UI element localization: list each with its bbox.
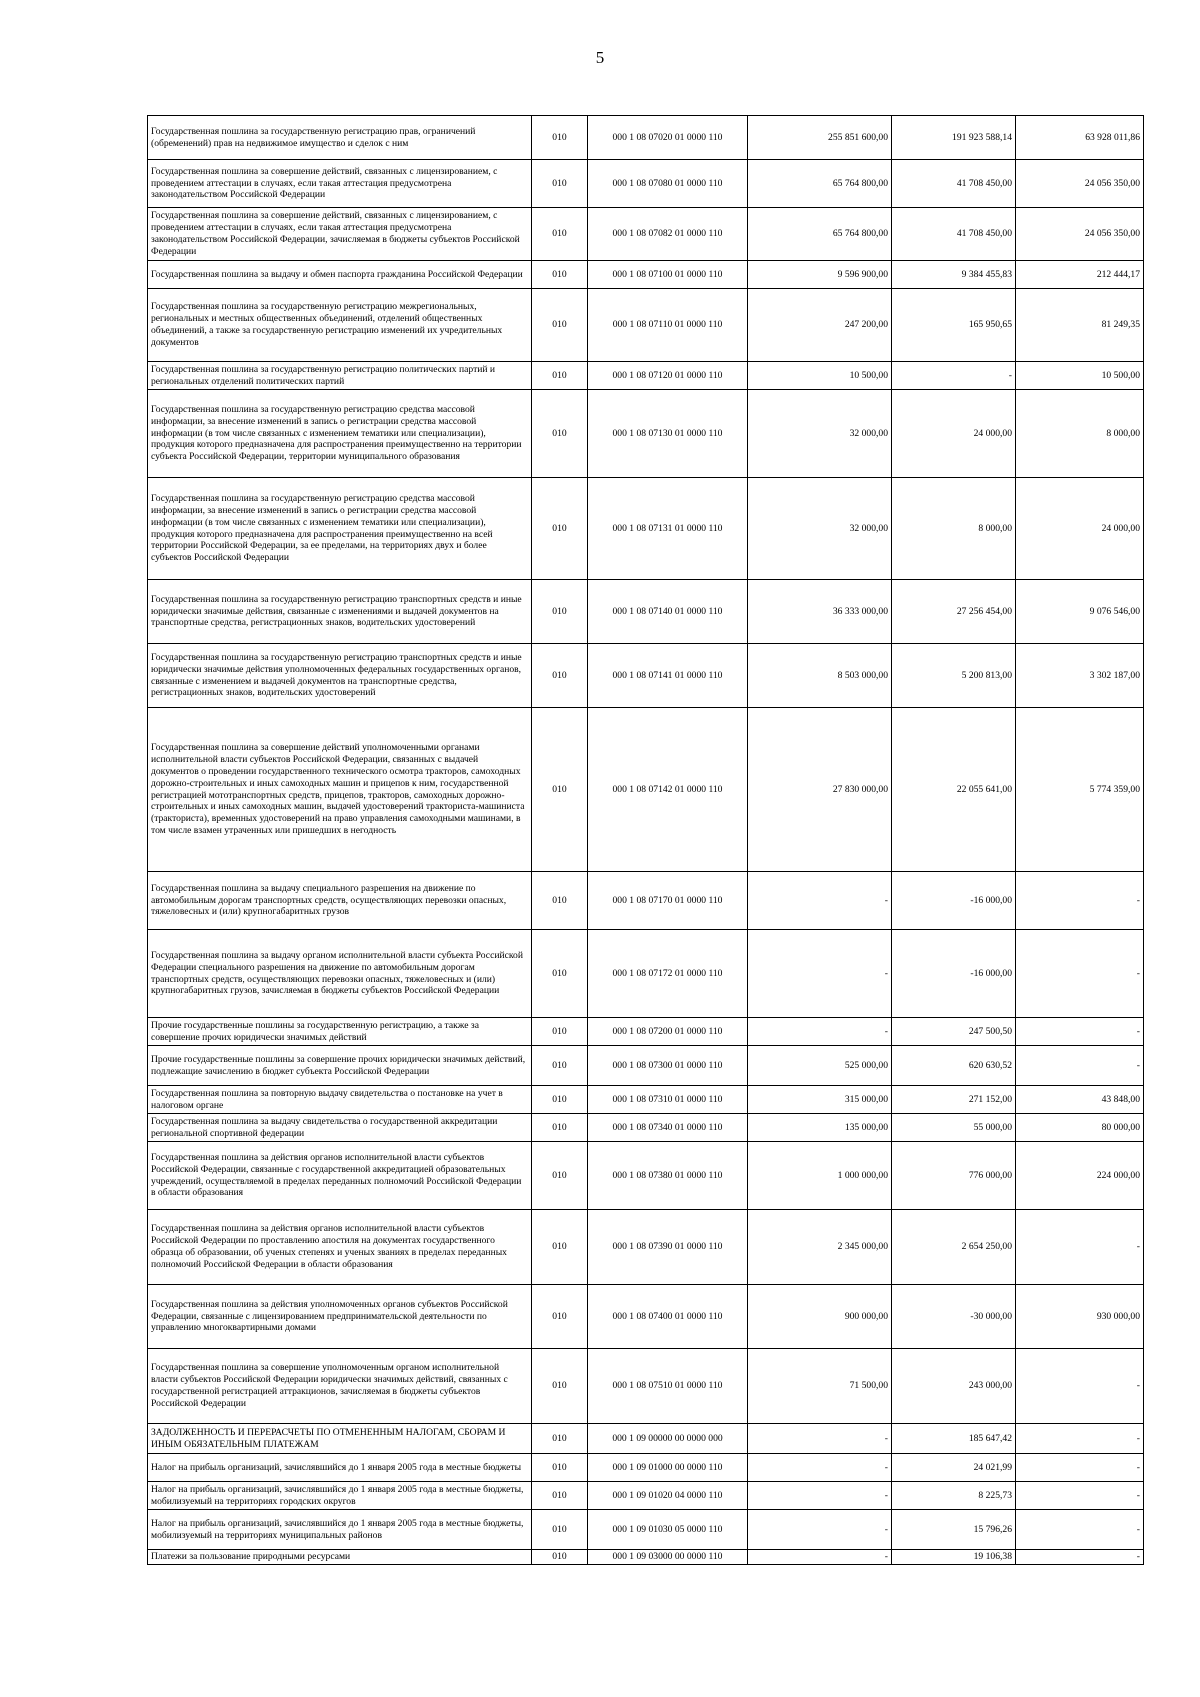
row-budget-code-cell: 000 1 08 07310 01 0000 110 bbox=[588, 1086, 748, 1114]
row-approved-cell: - bbox=[748, 1454, 892, 1482]
table-row bbox=[148, 1510, 1144, 1550]
table-row bbox=[148, 708, 1144, 872]
row-approved-cell: 525 000,00 bbox=[748, 1046, 892, 1086]
row-executed-cell: -30 000,00 bbox=[892, 1285, 1016, 1349]
table-row bbox=[148, 116, 1144, 160]
row-unexecuted-cell: - bbox=[1016, 1510, 1144, 1550]
row-executed-cell: 243 000,00 bbox=[892, 1349, 1016, 1424]
table-row bbox=[148, 930, 1144, 1018]
table-row bbox=[148, 160, 1144, 208]
row-name-cell: Государственная пошлина за выдачу органом исполнительной власти субъекта Российской Федерации специального разрешения на движение по автомобильным дорогам транспортных средств, осуществляющих перевозки опасных, тяжеловесных и (или) крупногабаритных грузов, зачисляемая в бюджеты субъектов Российской Федерации bbox=[148, 930, 532, 1018]
table-row bbox=[148, 1482, 1144, 1510]
row-approved-cell: - bbox=[748, 1510, 892, 1550]
row-unexecuted-cell: - bbox=[1016, 1424, 1144, 1454]
row-budget-code-cell: 000 1 08 07082 01 0000 110 bbox=[588, 208, 748, 261]
row-unexecuted-cell: - bbox=[1016, 1550, 1144, 1565]
row-name-cell: Налог на прибыль организаций, зачислявшийся до 1 января 2005 года в местные бюджеты, мобилизуемый на территориях муниципальных районов bbox=[148, 1510, 532, 1550]
table-row bbox=[148, 1285, 1144, 1349]
row-executed-cell: 185 647,42 bbox=[892, 1424, 1016, 1454]
table-row bbox=[148, 1142, 1144, 1210]
row-name-cell: Государственная пошлина за повторную выдачу свидетельства о постановке на учет в налоговом органе bbox=[148, 1086, 532, 1114]
row-budget-code-cell: 000 1 08 07080 01 0000 110 bbox=[588, 160, 748, 208]
row-name-cell: Прочие государственные пошлины за государственную регистрацию, а также за совершение прочих юридически значимых действий bbox=[148, 1018, 532, 1046]
row-approved-cell: - bbox=[748, 1550, 892, 1565]
row-line-code-cell: 010 bbox=[532, 930, 588, 1018]
row-unexecuted-cell: 9 076 546,00 bbox=[1016, 580, 1144, 644]
row-executed-cell: 22 055 641,00 bbox=[892, 708, 1016, 872]
row-budget-code-cell: 000 1 08 07120 01 0000 110 bbox=[588, 362, 748, 390]
row-line-code-cell: 010 bbox=[532, 1046, 588, 1086]
row-line-code-cell: 010 bbox=[532, 261, 588, 289]
row-executed-cell: 8 225,73 bbox=[892, 1482, 1016, 1510]
row-unexecuted-cell: - bbox=[1016, 1482, 1144, 1510]
row-approved-cell: 1 000 000,00 bbox=[748, 1142, 892, 1210]
row-line-code-cell: 010 bbox=[532, 1018, 588, 1046]
row-unexecuted-cell: 224 000,00 bbox=[1016, 1142, 1144, 1210]
row-executed-cell: 41 708 450,00 bbox=[892, 208, 1016, 261]
row-approved-cell: 36 333 000,00 bbox=[748, 580, 892, 644]
row-unexecuted-cell: 10 500,00 bbox=[1016, 362, 1144, 390]
row-unexecuted-cell: 80 000,00 bbox=[1016, 1114, 1144, 1142]
row-unexecuted-cell: - bbox=[1016, 872, 1144, 930]
row-line-code-cell: 010 bbox=[532, 1454, 588, 1482]
row-budget-code-cell: 000 1 08 07020 01 0000 110 bbox=[588, 116, 748, 160]
table-row bbox=[148, 478, 1144, 580]
row-executed-cell: 191 923 588,14 bbox=[892, 116, 1016, 160]
row-line-code-cell: 010 bbox=[532, 1210, 588, 1285]
table-row bbox=[148, 644, 1144, 708]
row-name-cell: Государственная пошлина за государственную регистрацию средства массовой информации, за внесение изменений в запись о регистрации средства массовой информации (в том числе связанных с изменением тематики или специализации), продукция которого предназначена для распространения преимущественно на территории субъекта Российской Федерации, территории муниципального образования bbox=[148, 390, 532, 478]
row-executed-cell: 55 000,00 bbox=[892, 1114, 1016, 1142]
row-line-code-cell: 010 bbox=[532, 1424, 588, 1454]
row-budget-code-cell: 000 1 08 07300 01 0000 110 bbox=[588, 1046, 748, 1086]
row-line-code-cell: 010 bbox=[532, 1114, 588, 1142]
row-unexecuted-cell: 3 302 187,00 bbox=[1016, 644, 1144, 708]
row-line-code-cell: 010 bbox=[532, 644, 588, 708]
row-executed-cell: 271 152,00 bbox=[892, 1086, 1016, 1114]
row-budget-code-cell: 000 1 08 07400 01 0000 110 bbox=[588, 1285, 748, 1349]
row-line-code-cell: 010 bbox=[532, 1550, 588, 1565]
row-name-cell: ЗАДОЛЖЕННОСТЬ И ПЕРЕРАСЧЕТЫ ПО ОТМЕНЕННЫМ НАЛОГАМ, СБОРАМ И ИНЫМ ОБЯЗАТЕЛЬНЫМ ПЛАТЕЖАМ bbox=[148, 1424, 532, 1454]
row-name-cell: Государственная пошлина за действия уполномоченных органов субъектов Российской Федерации, связанные с лицензированием предпринимательской деятельности по управлению многоквартирными домами bbox=[148, 1285, 532, 1349]
row-approved-cell: 32 000,00 bbox=[748, 390, 892, 478]
row-executed-cell: - bbox=[892, 362, 1016, 390]
row-budget-code-cell: 000 1 09 01030 05 0000 110 bbox=[588, 1510, 748, 1550]
row-executed-cell: 247 500,50 bbox=[892, 1018, 1016, 1046]
row-approved-cell: - bbox=[748, 1424, 892, 1454]
row-name-cell: Налог на прибыль организаций, зачислявшийся до 1 января 2005 года в местные бюджеты, мобилизуемый на территориях городских округов bbox=[148, 1482, 532, 1510]
row-approved-cell: - bbox=[748, 1482, 892, 1510]
row-approved-cell: 10 500,00 bbox=[748, 362, 892, 390]
row-budget-code-cell: 000 1 08 07380 01 0000 110 bbox=[588, 1142, 748, 1210]
row-executed-cell: 776 000,00 bbox=[892, 1142, 1016, 1210]
table-row bbox=[148, 1349, 1144, 1424]
row-name-cell: Государственная пошлина за совершение действий уполномоченными органами исполнительной власти субъектов Российской Федерации, связанных с выдачей документов о проведении государственного технического осмотра тракторов, самоходных дорожно-строительных и иных самоходных машин и прицепов к ним, государственной регистрацией мототранспортных средств, прицепов, тракторов, самоходных дорожно-строительных и иных самоходных машин, выдачей удостоверений тракториста-машиниста (тракториста), временных удостоверений на право управления самоходными машинами, в том числе взамен утраченных или пришедших в негодность bbox=[148, 708, 532, 872]
row-approved-cell: 71 500,00 bbox=[748, 1349, 892, 1424]
row-unexecuted-cell: 81 249,35 bbox=[1016, 289, 1144, 362]
table-row bbox=[148, 362, 1144, 390]
row-budget-code-cell: 000 1 09 01000 00 0000 110 bbox=[588, 1454, 748, 1482]
row-name-cell: Государственная пошлина за государственную регистрацию межрегиональных, региональных и местных общественных объединений, отделений общественных объединений, а также за государственную регистрацию изменений их учредительных документов bbox=[148, 289, 532, 362]
table-row bbox=[148, 580, 1144, 644]
row-name-cell: Государственная пошлина за государственную регистрацию транспортных средств и иные юридически значимые действия, связанные с изменениями и выдачей документов на транспортные средства, регистрационных знаков, водительских удостоверений bbox=[148, 580, 532, 644]
row-approved-cell: 32 000,00 bbox=[748, 478, 892, 580]
row-approved-cell: - bbox=[748, 1018, 892, 1046]
row-unexecuted-cell: - bbox=[1016, 1018, 1144, 1046]
row-approved-cell: 65 764 800,00 bbox=[748, 208, 892, 261]
row-budget-code-cell: 000 1 08 07110 01 0000 110 bbox=[588, 289, 748, 362]
table-row bbox=[148, 1424, 1144, 1454]
row-executed-cell: 5 200 813,00 bbox=[892, 644, 1016, 708]
row-unexecuted-cell: - bbox=[1016, 1210, 1144, 1285]
row-unexecuted-cell: 24 000,00 bbox=[1016, 478, 1144, 580]
table-row bbox=[148, 390, 1144, 478]
row-unexecuted-cell: 212 444,17 bbox=[1016, 261, 1144, 289]
row-executed-cell: -16 000,00 bbox=[892, 872, 1016, 930]
row-line-code-cell: 010 bbox=[532, 362, 588, 390]
row-budget-code-cell: 000 1 09 00000 00 0000 000 bbox=[588, 1424, 748, 1454]
row-line-code-cell: 010 bbox=[532, 708, 588, 872]
row-budget-code-cell: 000 1 09 03000 00 0000 110 bbox=[588, 1550, 748, 1565]
row-name-cell: Налог на прибыль организаций, зачислявшийся до 1 января 2005 года в местные бюджеты bbox=[148, 1454, 532, 1482]
row-line-code-cell: 010 bbox=[532, 1142, 588, 1210]
row-name-cell: Государственная пошлина за государственную регистрацию прав, ограничений (обременений) прав на недвижимое имущество и сделок с ним bbox=[148, 116, 532, 160]
row-approved-cell: 2 345 000,00 bbox=[748, 1210, 892, 1285]
page-number: 5 bbox=[595, 48, 605, 67]
row-budget-code-cell: 000 1 08 07100 01 0000 110 bbox=[588, 261, 748, 289]
budget-execution-table bbox=[147, 115, 1144, 1565]
row-approved-cell: 900 000,00 bbox=[748, 1285, 892, 1349]
row-budget-code-cell: 000 1 08 07141 01 0000 110 bbox=[588, 644, 748, 708]
row-executed-cell: 2 654 250,00 bbox=[892, 1210, 1016, 1285]
row-approved-cell: 8 503 000,00 bbox=[748, 644, 892, 708]
row-approved-cell: 315 000,00 bbox=[748, 1086, 892, 1114]
row-executed-cell: 41 708 450,00 bbox=[892, 160, 1016, 208]
row-name-cell: Прочие государственные пошлины за совершение прочих юридически значимых действий, подлежащие зачислению в бюджет субъекта Российской Федерации bbox=[148, 1046, 532, 1086]
row-name-cell: Государственная пошлина за выдачу свидетельства о государственной аккредитации региональной спортивной федерации bbox=[148, 1114, 532, 1142]
row-approved-cell: 9 596 900,00 bbox=[748, 261, 892, 289]
row-budget-code-cell: 000 1 08 07131 01 0000 110 bbox=[588, 478, 748, 580]
row-budget-code-cell: 000 1 08 07200 01 0000 110 bbox=[588, 1018, 748, 1046]
row-budget-code-cell: 000 1 08 07390 01 0000 110 bbox=[588, 1210, 748, 1285]
row-name-cell: Государственная пошлина за государственную регистрацию транспортных средств и иные юридически значимые действия уполномоченных федеральных государственных органов, связанные с изменением и выдачей документов на транспортные средства, регистрационных знаков, водительских удостоверений bbox=[148, 644, 532, 708]
row-approved-cell: 135 000,00 bbox=[748, 1114, 892, 1142]
table-row bbox=[148, 289, 1144, 362]
row-unexecuted-cell: 930 000,00 bbox=[1016, 1285, 1144, 1349]
table-row bbox=[148, 1454, 1144, 1482]
row-line-code-cell: 010 bbox=[532, 1086, 588, 1114]
row-line-code-cell: 010 bbox=[532, 1285, 588, 1349]
row-unexecuted-cell: - bbox=[1016, 930, 1144, 1018]
row-line-code-cell: 010 bbox=[532, 1510, 588, 1550]
row-line-code-cell: 010 bbox=[532, 872, 588, 930]
row-name-cell: Государственная пошлина за государственную регистрацию средства массовой информации, за внесение изменений в запись о регистрации средства массовой информации (в том числе связанных с изменением тематики или специализации), продукция которого предназначена для распространения преимущественно на всей территории Российской Федерации, за ее пределами, на территориях двух и более субъектов Российской Федерации bbox=[148, 478, 532, 580]
row-name-cell: Платежи за пользование природными ресурсами bbox=[148, 1550, 532, 1565]
row-line-code-cell: 010 bbox=[532, 580, 588, 644]
row-executed-cell: 165 950,65 bbox=[892, 289, 1016, 362]
row-line-code-cell: 010 bbox=[532, 390, 588, 478]
row-unexecuted-cell: - bbox=[1016, 1046, 1144, 1086]
row-unexecuted-cell: 43 848,00 bbox=[1016, 1086, 1144, 1114]
row-name-cell: Государственная пошлина за выдачу специального разрешения на движение по автомобильным дорогам транспортных средств, осуществляющих перевозки опасных, тяжеловесных и (или) крупногабаритных грузов bbox=[148, 872, 532, 930]
row-approved-cell: 27 830 000,00 bbox=[748, 708, 892, 872]
row-name-cell: Государственная пошлина за совершение действий, связанных с лицензированием, с проведением аттестации в случаях, если такая аттестация предусмотрена законодательством Российской Федерации, зачисляемая в бюджеты субъектов Российской Федерации bbox=[148, 208, 532, 261]
row-executed-cell: 15 796,26 bbox=[892, 1510, 1016, 1550]
row-line-code-cell: 010 bbox=[532, 116, 588, 160]
row-budget-code-cell: 000 1 09 01020 04 0000 110 bbox=[588, 1482, 748, 1510]
table-row bbox=[148, 208, 1144, 261]
row-line-code-cell: 010 bbox=[532, 1349, 588, 1424]
row-budget-code-cell: 000 1 08 07170 01 0000 110 bbox=[588, 872, 748, 930]
table-row bbox=[148, 261, 1144, 289]
table-row bbox=[148, 1046, 1144, 1086]
row-budget-code-cell: 000 1 08 07130 01 0000 110 bbox=[588, 390, 748, 478]
row-budget-code-cell: 000 1 08 07142 01 0000 110 bbox=[588, 708, 748, 872]
row-executed-cell: 24 021,99 bbox=[892, 1454, 1016, 1482]
row-name-cell: Государственная пошлина за действия органов исполнительной власти субъектов Российской Федерации по проставлению апостиля на документах государственного образца об образовании, об ученых степенях и ученых званиях в пределах переданных полномочий Российской Федерации в области образования bbox=[148, 1210, 532, 1285]
row-approved-cell: - bbox=[748, 872, 892, 930]
row-approved-cell: 255 851 600,00 bbox=[748, 116, 892, 160]
row-line-code-cell: 010 bbox=[532, 478, 588, 580]
table-row bbox=[148, 1114, 1144, 1142]
table-row bbox=[148, 1018, 1144, 1046]
row-line-code-cell: 010 bbox=[532, 1482, 588, 1510]
row-line-code-cell: 010 bbox=[532, 208, 588, 261]
row-executed-cell: 19 106,38 bbox=[892, 1550, 1016, 1565]
row-unexecuted-cell: 63 928 011,86 bbox=[1016, 116, 1144, 160]
row-unexecuted-cell: - bbox=[1016, 1349, 1144, 1424]
table-row bbox=[148, 1550, 1144, 1565]
row-unexecuted-cell: - bbox=[1016, 1454, 1144, 1482]
row-unexecuted-cell: 24 056 350,00 bbox=[1016, 208, 1144, 261]
row-executed-cell: 24 000,00 bbox=[892, 390, 1016, 478]
row-unexecuted-cell: 24 056 350,00 bbox=[1016, 160, 1144, 208]
row-budget-code-cell: 000 1 08 07510 01 0000 110 bbox=[588, 1349, 748, 1424]
row-executed-cell: 620 630,52 bbox=[892, 1046, 1016, 1086]
row-budget-code-cell: 000 1 08 07340 01 0000 110 bbox=[588, 1114, 748, 1142]
table-row bbox=[148, 872, 1144, 930]
row-budget-code-cell: 000 1 08 07140 01 0000 110 bbox=[588, 580, 748, 644]
row-executed-cell: -16 000,00 bbox=[892, 930, 1016, 1018]
row-line-code-cell: 010 bbox=[532, 289, 588, 362]
table-row bbox=[148, 1086, 1144, 1114]
row-approved-cell: 65 764 800,00 bbox=[748, 160, 892, 208]
row-unexecuted-cell: 5 774 359,00 bbox=[1016, 708, 1144, 872]
row-name-cell: Государственная пошлина за совершение уполномоченным органом исполнительной власти субъектов Российской Федерации юридически значимых действий, связанных с государственной регистрацией аттракционов, зачисляемая в бюджеты субъектов Российской Федерации bbox=[148, 1349, 532, 1424]
row-line-code-cell: 010 bbox=[532, 160, 588, 208]
row-approved-cell: - bbox=[748, 930, 892, 1018]
row-name-cell: Государственная пошлина за выдачу и обмен паспорта гражданина Российской Федерации bbox=[148, 261, 532, 289]
row-budget-code-cell: 000 1 08 07172 01 0000 110 bbox=[588, 930, 748, 1018]
row-approved-cell: 247 200,00 bbox=[748, 289, 892, 362]
table-row bbox=[148, 1210, 1144, 1285]
row-name-cell: Государственная пошлина за совершение действий, связанных с лицензированием, с проведением аттестации в случаях, если такая аттестация предусмотрена законодательством Российской Федерации bbox=[148, 160, 532, 208]
row-unexecuted-cell: 8 000,00 bbox=[1016, 390, 1144, 478]
row-executed-cell: 8 000,00 bbox=[892, 478, 1016, 580]
row-executed-cell: 27 256 454,00 bbox=[892, 580, 1016, 644]
row-name-cell: Государственная пошлина за действия органов исполнительной власти субъектов Российской Федерации, связанные с государственной аккредитацией образовательных учреждений, осуществляемой в пределах переданных полномочий Российской Федерации в области образования bbox=[148, 1142, 532, 1210]
row-executed-cell: 9 384 455,83 bbox=[892, 261, 1016, 289]
row-name-cell: Государственная пошлина за государственную регистрацию политических партий и региональных отделений политических партий bbox=[148, 362, 532, 390]
